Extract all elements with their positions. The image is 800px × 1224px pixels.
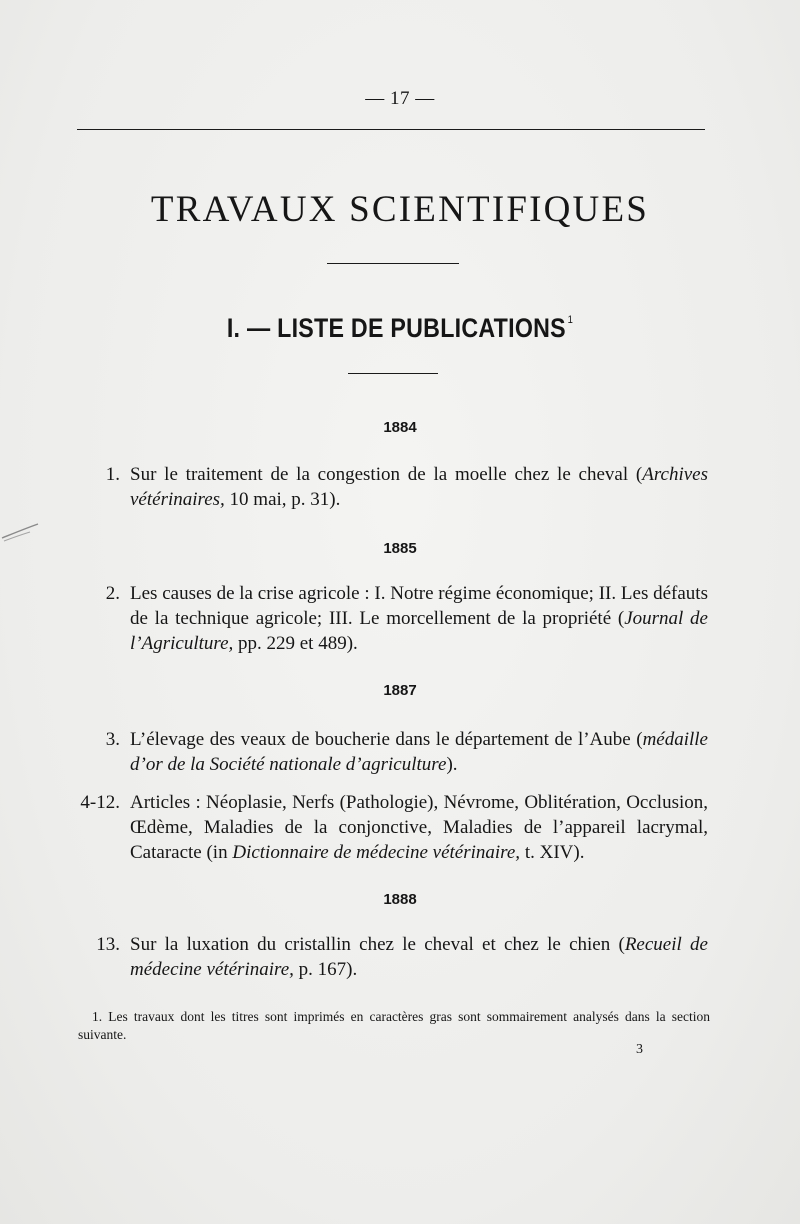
signature-mark: 3 — [636, 1042, 643, 1057]
publication-entry — [80, 932, 708, 982]
journal-name: Dictionnaire de médecine vétérinaire, — [232, 842, 521, 863]
page-title: TRAVAUX SCIENTIFIQUES — [150, 189, 650, 230]
margin-pencil-mark — [0, 520, 40, 546]
footnote: 1. Les travaux dont les titres sont imprimés en caractères gras sont sommairement analysés dans la section suivante. — [78, 1009, 710, 1042]
entry-number: 13. — [96, 934, 120, 955]
entry-text: Les causes de la crise agricole : I. Notre régime économique; II. Les défauts de la technique agricole; III. Le morcellement de la propriété (Journal de l’Agriculture, pp. 229 et 489). — [130, 583, 708, 654]
header-rule — [77, 129, 705, 130]
section-divider — [348, 373, 438, 374]
page-number: — 17 — — [365, 88, 435, 109]
year-heading-1888: 1888 — [383, 891, 417, 908]
publication-entry — [80, 727, 708, 777]
publication-entry — [80, 790, 708, 865]
entry-number: 3. — [105, 729, 120, 750]
entry-text: Sur la luxation du cristallin chez le cheval et chez le chien (Recueil de médecine vétérinaire, p. 167). — [130, 934, 708, 980]
journal-name: Archives vétérinaires, — [130, 464, 708, 510]
year-heading-1884: 1884 — [383, 419, 417, 436]
section-heading-text: I. — LISTE DE PUBLICATIONS — [226, 313, 566, 343]
journal-name: Recueil de médecine vétérinaire, — [130, 934, 708, 980]
journal-name: Journal de l’Agriculture, — [130, 608, 708, 654]
title-divider — [327, 263, 459, 264]
footnote-reference: 1 — [567, 314, 574, 326]
award-name: médaille d’or de la Société nationale d’agriculture — [130, 729, 708, 775]
year-heading-1887: 1887 — [383, 682, 417, 699]
entry-text: Sur le traitement de la congestion de la moelle chez le cheval (Archives vétérinaires, 10 mai, p. 31). — [130, 464, 708, 510]
entry-number: 2. — [105, 583, 120, 604]
publication-entry — [80, 462, 708, 512]
entry-text: Articles : Néoplasie, Nerfs (Pathologie), Névrome, Oblitération, Occlusion, Œdème, Maladies de la conjonctive, Maladies de l’appareil lacrymal, Cataracte (in Dictionnaire de médecine vétérinaire, t. XIV). — [130, 792, 708, 863]
entry-text: L’élevage des veaux de boucherie dans le département de l’Aube (médaille d’or de la Société nationale d’agriculture). — [130, 729, 708, 775]
year-heading-1885: 1885 — [383, 540, 417, 557]
publication-entry — [80, 581, 708, 656]
entry-number: 1. — [105, 464, 120, 485]
section-heading — [56, 313, 744, 344]
entry-number: 4-12. — [80, 792, 120, 813]
